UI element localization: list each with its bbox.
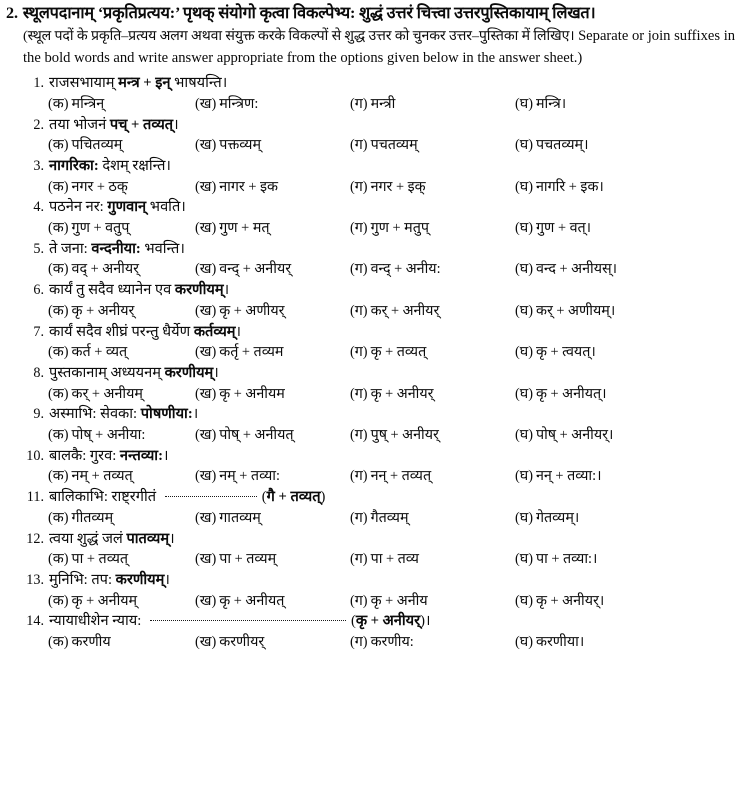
question-stem <box>0 74 748 94</box>
option-choice[interactable] <box>515 592 695 611</box>
stem-bold-word: मन्त्र + इन् <box>118 75 171 92</box>
option-choice[interactable] <box>48 136 195 155</box>
option-choice[interactable] <box>195 260 350 279</box>
option-key: (क) <box>48 137 69 154</box>
question-stem <box>0 240 748 260</box>
answer-blank[interactable] <box>165 496 257 497</box>
option-key: (घ) <box>515 426 533 443</box>
option-label: पा + तव्य <box>370 551 419 568</box>
option-key: (घ) <box>515 95 533 112</box>
option-choice[interactable] <box>350 385 515 404</box>
question-text <box>49 447 168 467</box>
question-text <box>49 612 431 632</box>
stem-prefix: बालकै: गुरव: <box>49 447 120 464</box>
option-key: (ख) <box>195 385 217 402</box>
question-stem <box>0 116 748 136</box>
option-key: (घ) <box>515 219 533 236</box>
question-stem <box>0 323 748 343</box>
option-key: (ख) <box>195 95 217 112</box>
exercise-number: 2. <box>6 4 18 22</box>
stem-suffix: । <box>223 282 230 299</box>
question-number: 4. <box>33 199 44 216</box>
option-row <box>0 633 748 652</box>
option-key: (क) <box>48 385 69 402</box>
stem-bold-word: कृ + अनीयर् <box>355 613 421 630</box>
stem-suffix: । <box>173 116 179 133</box>
question-text <box>49 157 171 177</box>
option-choice[interactable] <box>350 136 515 155</box>
option-label: कृ + त्वयत्। <box>535 344 596 361</box>
stem-prefix: मुनिभि: तप: <box>49 572 116 589</box>
option-key: (क) <box>48 509 69 526</box>
question-number: 10. <box>26 447 44 464</box>
option-label: गीतव्यम् <box>71 509 114 526</box>
question-item <box>0 74 748 113</box>
option-label: कृ + अनीयर् <box>370 385 434 402</box>
question-text <box>49 74 227 94</box>
question-number: 9. <box>33 406 44 423</box>
stem-suffix: । <box>192 406 199 423</box>
option-label: कर् + अनीयर् <box>370 302 440 319</box>
option-key: (घ) <box>515 592 533 609</box>
question-number: 2. <box>33 116 44 133</box>
exercise-title-sanskrit: स्थूलपदानाम् ‘प्रकृतिप्रत्यय:’ पृथक् संयोगो कृत्वा विकल्पेभ्य: शुद्धं उत्तरं चित्त्वा उत्तरपुस्तिकायाम् लिखत। <box>22 4 596 22</box>
option-label: नम् + तव्यत् <box>71 468 133 485</box>
stem-prefix: राजसभायाम् <box>49 75 119 92</box>
option-label: करणीया। <box>535 633 585 650</box>
option-key: (ख) <box>195 426 217 443</box>
question-stem <box>0 364 748 384</box>
option-label: मन्त्रिन् <box>71 95 105 112</box>
question-text <box>49 323 241 343</box>
question-text <box>49 281 229 301</box>
option-label: पचतव्यम् <box>370 137 418 154</box>
stem-bold-word: गुणवान् <box>107 199 147 216</box>
stem-suffix: । <box>164 572 170 589</box>
option-key: (ग) <box>350 344 368 361</box>
question-text <box>49 364 219 384</box>
option-key: (घ) <box>515 178 533 195</box>
question-number: 1. <box>33 75 44 92</box>
option-key: (क) <box>48 178 69 195</box>
option-key: (घ) <box>515 385 533 402</box>
option-choice[interactable] <box>195 592 350 611</box>
option-key: (ग) <box>350 219 368 236</box>
exercise-title-line <box>6 3 744 24</box>
question-item <box>0 447 748 486</box>
question-stem <box>0 157 748 177</box>
option-row <box>0 95 748 114</box>
option-choice[interactable] <box>515 633 695 652</box>
option-key: (ख) <box>195 592 217 609</box>
stem-bold-word: करणीयम् <box>174 282 224 299</box>
option-key: (घ) <box>515 509 533 526</box>
option-choice[interactable] <box>195 509 350 528</box>
stem-paren-close: )। <box>420 613 431 630</box>
option-row <box>0 385 748 404</box>
stem-bold-word: करणीयम् <box>115 572 165 589</box>
question-item <box>0 116 748 155</box>
option-choice[interactable] <box>515 95 695 114</box>
option-key: (ग) <box>350 509 368 526</box>
option-choice[interactable] <box>350 95 515 114</box>
stem-paren-open: ( <box>261 489 267 506</box>
option-key: (ग) <box>350 633 368 650</box>
stem-bold-word: नागरिका: <box>49 157 99 174</box>
option-label: पा + तव्या:। <box>535 551 598 568</box>
option-label: गुण + वतुप् <box>71 219 130 236</box>
option-key: (घ) <box>515 551 533 568</box>
option-choice[interactable] <box>48 426 195 445</box>
question-item <box>0 281 748 320</box>
question-number: 14. <box>26 613 44 630</box>
option-choice[interactable] <box>48 550 195 569</box>
option-key: (ख) <box>195 261 217 278</box>
option-label: वद् + अनीयर् <box>71 261 139 278</box>
option-choice[interactable] <box>350 302 515 321</box>
option-choice[interactable] <box>515 550 695 569</box>
option-choice[interactable] <box>195 343 350 362</box>
option-row <box>0 178 748 197</box>
stem-bold-word: वन्दनीया: <box>91 240 141 257</box>
option-choice[interactable] <box>515 467 695 486</box>
option-key: (ख) <box>195 137 217 154</box>
option-key: (ग) <box>350 137 368 154</box>
option-label: नन् + तव्यत् <box>370 468 432 485</box>
option-choice[interactable] <box>350 260 515 279</box>
question-item <box>0 323 748 362</box>
option-choice[interactable] <box>350 178 515 197</box>
option-choice[interactable] <box>350 343 515 362</box>
option-label: कृ + अनीयम <box>219 385 285 402</box>
stem-paren-open: ( <box>350 613 356 630</box>
stem-prefix: तया भोजनं <box>49 116 110 133</box>
option-choice[interactable] <box>515 136 695 155</box>
option-key: (ग) <box>350 551 368 568</box>
option-choice[interactable] <box>350 426 515 445</box>
answer-blank[interactable] <box>150 620 346 621</box>
option-key: (ग) <box>350 385 368 402</box>
option-choice[interactable] <box>195 550 350 569</box>
option-key: (ग) <box>350 261 368 278</box>
option-choice[interactable] <box>195 633 350 652</box>
option-label: गुण + मत् <box>219 219 270 236</box>
option-label: मन्त्री <box>370 95 396 112</box>
option-choice[interactable] <box>515 385 695 404</box>
stem-prefix: न्यायाधीशेन न्याय: <box>49 613 145 630</box>
option-label: कर्तृ + तव्यम <box>219 344 284 361</box>
option-choice[interactable] <box>48 385 195 404</box>
option-key: (क) <box>48 551 69 568</box>
option-key: (क) <box>48 468 69 485</box>
option-choice[interactable] <box>48 509 195 528</box>
question-stem <box>0 198 748 218</box>
option-choice[interactable] <box>48 592 195 611</box>
option-choice[interactable] <box>350 633 515 652</box>
option-choice[interactable] <box>195 467 350 486</box>
option-label: वन्द् + अनीयर् <box>219 261 292 278</box>
stem-bold-word: नन्तव्या: <box>119 447 163 464</box>
stem-suffix: । <box>235 323 242 340</box>
option-label: कृ + तव्यत् <box>370 344 427 361</box>
option-label: कृ + अनीयम् <box>71 592 138 609</box>
stem-suffix: भाषयन्ति। <box>170 75 228 92</box>
stem-suffix: देशम् रक्षन्ति। <box>98 157 171 174</box>
option-label: पक्तव्यम् <box>219 137 262 154</box>
option-key: (ग) <box>350 468 368 485</box>
option-choice[interactable] <box>350 509 515 528</box>
option-key: (ग) <box>350 592 368 609</box>
option-key: (घ) <box>515 344 533 361</box>
stem-suffix: भवन्ति। <box>140 240 185 257</box>
stem-paren-close: ) <box>320 489 326 506</box>
question-text <box>49 405 198 425</box>
option-row <box>0 550 748 569</box>
option-row <box>0 592 748 611</box>
option-label: मन्त्रिण: <box>219 95 259 112</box>
question-item <box>0 240 748 279</box>
option-choice[interactable] <box>48 343 195 362</box>
stem-bold-word: गै + तव्यत् <box>266 489 321 506</box>
option-choice[interactable] <box>350 592 515 611</box>
option-key: (घ) <box>515 261 533 278</box>
stem-bold-word: पच् + तव्यत् <box>109 116 174 133</box>
option-row <box>0 343 748 362</box>
stem-prefix: बालिकाभि: राष्ट्रगीतं <box>49 489 160 506</box>
option-key: (ख) <box>195 344 217 361</box>
question-text <box>49 530 175 550</box>
exercise-instruction <box>23 26 744 70</box>
option-label: पुष् + अनीयर् <box>370 426 439 443</box>
option-key: (क) <box>48 261 69 278</box>
option-choice[interactable] <box>48 178 195 197</box>
option-label: वन्द + अनीयस्। <box>535 261 618 278</box>
question-text <box>49 488 325 508</box>
stem-suffix: । <box>213 365 219 381</box>
option-label: गुण + मतुप् <box>370 219 429 236</box>
question-item <box>0 530 748 569</box>
option-choice[interactable] <box>515 343 695 362</box>
question-item <box>0 612 748 651</box>
option-label: नन् + तव्या:। <box>535 468 602 485</box>
exercise-header <box>0 0 756 70</box>
question-item <box>0 198 748 237</box>
instruction-hindi: (स्थूल पदों के प्रकृति–प्रत्यय अलग अथवा संयुक्त करके विकल्पों से शुद्ध उत्तर को चुनकर उत्तर–पुस्तिका में लिखिए। <box>23 28 575 45</box>
option-label: पोष् + अनीयर्। <box>535 426 614 443</box>
question-stem <box>0 488 748 508</box>
question-number: 5. <box>33 240 44 257</box>
option-label: पा + तव्यत् <box>71 551 129 568</box>
option-key: (ख) <box>195 468 217 485</box>
question-number: 11. <box>26 489 44 506</box>
option-label: कर् + अनीयम् <box>71 385 143 402</box>
option-label: कृ + अनीय <box>370 592 428 609</box>
option-key: (घ) <box>515 302 533 319</box>
option-label: कृ + अनीयत्। <box>535 385 607 402</box>
question-number: 13. <box>26 572 44 589</box>
question-stem <box>0 571 748 591</box>
option-key: (ख) <box>195 178 217 195</box>
option-key: (क) <box>48 95 69 112</box>
option-label: नागर + इक <box>219 178 278 195</box>
option-label: कर् + अणीयम्। <box>535 302 616 319</box>
option-row <box>0 426 748 445</box>
stem-bold-word: पातव्यम् <box>126 530 170 547</box>
question-stem <box>0 447 748 467</box>
stem-prefix: कार्यं सदैव शीघ्रं परन्तु धैर्येण <box>49 323 194 340</box>
option-label: नगर + इक् <box>370 178 426 195</box>
question-number: 3. <box>33 157 44 174</box>
question-stem <box>0 405 748 425</box>
stem-suffix: । <box>169 530 175 547</box>
stem-bold-word: करणीयम् <box>164 365 214 381</box>
option-key: (क) <box>48 344 69 361</box>
option-key: (ग) <box>350 95 368 112</box>
stem-prefix: पुस्तकानाम् अध्ययनम् <box>49 365 165 381</box>
option-label: गुण + वत्। <box>535 219 592 236</box>
option-label: पचतव्यम्। <box>535 137 589 154</box>
question-list <box>0 74 756 652</box>
question-number: 6. <box>33 282 44 299</box>
option-choice[interactable] <box>350 467 515 486</box>
question-item <box>0 364 748 403</box>
option-choice[interactable] <box>195 426 350 445</box>
option-row <box>0 136 748 155</box>
option-label: कृ + अनीयर्। <box>535 592 605 609</box>
stem-suffix: । <box>162 447 169 464</box>
option-key: (घ) <box>515 633 533 650</box>
option-key: (ख) <box>195 219 217 236</box>
option-label: गैतव्यम् <box>370 509 409 526</box>
question-text <box>49 571 170 591</box>
option-label: करणीय: <box>370 633 414 650</box>
question-number: 12. <box>26 530 44 547</box>
question-text <box>49 198 186 218</box>
option-label: पोष् + अनीयत् <box>219 426 294 443</box>
question-item <box>0 157 748 196</box>
stem-prefix: कार्यं तु सदैव ध्यानेन एव <box>49 282 175 299</box>
option-choice[interactable] <box>48 302 195 321</box>
option-key: (ग) <box>350 302 368 319</box>
option-key: (ख) <box>195 633 217 650</box>
option-choice[interactable] <box>515 509 695 528</box>
option-choice[interactable] <box>195 302 350 321</box>
option-row <box>0 260 748 279</box>
option-key: (क) <box>48 633 69 650</box>
option-choice[interactable] <box>195 136 350 155</box>
option-label: पचितव्यम् <box>71 137 123 154</box>
option-choice[interactable] <box>515 219 695 238</box>
option-label: पोष् + अनीया: <box>71 426 146 443</box>
option-label: पा + तव्यम् <box>219 551 277 568</box>
question-stem <box>0 530 748 550</box>
stem-prefix: त्वया शुद्धं जलं <box>49 530 127 547</box>
question-number: 7. <box>33 323 44 340</box>
option-row <box>0 302 748 321</box>
instruction-english: Separate or join suffixes in the bold words and write answer appropriate from the options given below in the answer sheet.) <box>23 28 736 67</box>
option-choice[interactable] <box>195 219 350 238</box>
option-label: नगर + ठक् <box>71 178 128 195</box>
option-choice[interactable] <box>350 550 515 569</box>
stem-prefix: ते जना: <box>49 240 92 257</box>
option-key: (ग) <box>350 178 368 195</box>
option-key: (ख) <box>195 551 217 568</box>
option-key: (घ) <box>515 468 533 485</box>
question-text <box>49 116 179 136</box>
question-item <box>0 571 748 610</box>
option-choice[interactable] <box>515 260 695 279</box>
option-choice[interactable] <box>48 95 195 114</box>
option-choice[interactable] <box>48 467 195 486</box>
option-choice[interactable] <box>48 260 195 279</box>
option-key: (क) <box>48 219 69 236</box>
option-label: कृ + अनीयत् <box>219 592 285 609</box>
option-key: (क) <box>48 592 69 609</box>
question-stem <box>0 612 748 632</box>
option-choice[interactable] <box>195 178 350 197</box>
stem-prefix: पठनेन नर: <box>49 199 108 216</box>
option-choice[interactable] <box>195 385 350 404</box>
option-label: कृ + अनीयर् <box>71 302 135 319</box>
stem-prefix: अस्माभि: सेवका: <box>49 406 141 423</box>
option-key: (ग) <box>350 426 368 443</box>
option-key: (क) <box>48 426 69 443</box>
option-key: (ख) <box>195 509 217 526</box>
option-label: नम् + तव्या: <box>219 468 280 485</box>
stem-bold-word: कर्तव्यम् <box>193 323 236 340</box>
option-choice[interactable] <box>48 219 195 238</box>
option-label: कृ + अणीयर् <box>219 302 285 319</box>
option-key: (क) <box>48 302 69 319</box>
stem-bold-word: पोषणीया: <box>140 406 193 423</box>
option-row <box>0 467 748 486</box>
option-label: कर्त + व्यत् <box>71 344 128 361</box>
option-label: करणीयर् <box>219 633 265 650</box>
option-choice[interactable] <box>350 219 515 238</box>
option-label: मन्त्रि। <box>535 95 567 112</box>
option-label: गातव्यम् <box>219 509 261 526</box>
option-choice[interactable] <box>48 633 195 652</box>
option-choice[interactable] <box>195 95 350 114</box>
option-row <box>0 219 748 238</box>
stem-suffix: भवति। <box>146 199 186 216</box>
option-label: नागरि + इक। <box>535 178 604 195</box>
option-choice[interactable] <box>515 178 695 197</box>
question-item <box>0 488 748 527</box>
option-choice[interactable] <box>515 302 695 321</box>
option-key: (ख) <box>195 302 217 319</box>
option-key: (घ) <box>515 137 533 154</box>
option-choice[interactable] <box>515 426 695 445</box>
option-label: करणीय <box>71 633 111 650</box>
question-number: 8. <box>33 365 44 381</box>
option-label: गेतव्यम्। <box>535 509 580 526</box>
option-row <box>0 509 748 528</box>
question-text <box>49 240 185 260</box>
option-label: वन्द् + अनीय: <box>370 261 441 278</box>
question-item <box>0 405 748 444</box>
question-stem <box>0 281 748 301</box>
